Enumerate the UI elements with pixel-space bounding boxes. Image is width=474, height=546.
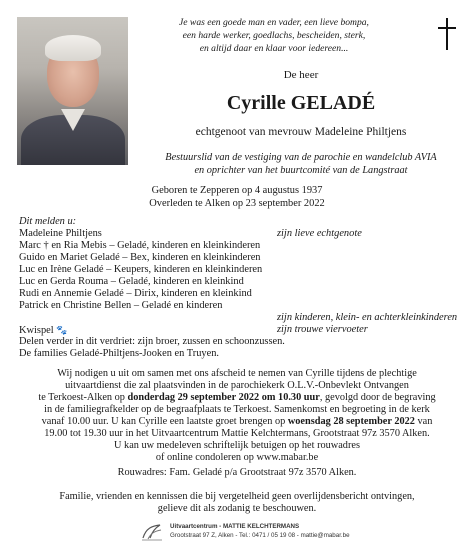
notice-line: in de familiegrafkelder op de begraafplaats te Terkoest. Samenkomst en begroeting in de kerk — [44, 404, 430, 415]
mourner-name: Luc en Gerda Rouma – Geladé, kinderen en kleinkind — [19, 276, 244, 287]
mourner-name: Luc en Irène Geladé – Keupers, kinderen en kleinkinderen — [19, 264, 263, 275]
mourner-name: Madeleine Philtjens — [19, 228, 102, 239]
verse-line: een harde werker, goedlachs, bescheiden, sterk, — [182, 30, 366, 41]
deceased-name: Cyrille GELADÉ — [226, 92, 376, 114]
list-item — [19, 228, 459, 240]
mourners-list — [19, 216, 459, 360]
life-dates — [0, 184, 474, 210]
mourner-name: Marc † en Ria Mebis – Geladé, kinderen en kleinkinderen — [19, 240, 261, 251]
mourner-relation: zijn lieve echtgenote — [277, 228, 362, 239]
verse-line: Je was een goede man en vader, een lieve bompa, — [179, 17, 369, 28]
mourning-address: Rouwadres: Fam. Geladé p/a Grootstraat 97z 3570 Alken. — [117, 467, 357, 478]
list-item — [19, 348, 459, 360]
company-contact: Grootstraat 97 Z, Alken - Tel.: 0471 / 05 19 08 - mattie@mabar.be — [170, 532, 350, 539]
list-item — [19, 300, 459, 312]
mourner-name: Guido en Mariet Geladé – Bex, kinderen en kleinkinderen — [19, 252, 261, 263]
list-item — [19, 288, 459, 300]
closing-note — [0, 491, 474, 515]
notice-text: te Terkoest-Alken op — [38, 392, 128, 403]
birth-line: Geboren te Zepperen op 4 augustus 1937 — [151, 185, 323, 196]
list-item — [19, 264, 459, 276]
notice-text: , gevolgd door de begraving — [319, 392, 436, 403]
spouse-line: echtgenoot van mevrouw Madeleine Philtjens — [195, 126, 407, 138]
notice-line — [0, 416, 474, 428]
verse-line: en altijd daar en klaar voor iedereen... — [199, 43, 349, 54]
mourners-intro: Dit melden u: — [19, 216, 77, 227]
list-item — [19, 312, 459, 324]
salutation: De heer — [283, 69, 319, 81]
mourner-name: Rudi en Annemie Geladé – Dirix, kinderen en kleinkind — [19, 288, 252, 299]
notice-text: vanaf 10.00 uur. U kan Cyrille een laatste groet brengen op — [41, 416, 288, 427]
death-line: Overleden te Alken op 23 september 2022 — [149, 198, 325, 209]
mourner-name: Delen verder in dit verdriet: zijn broer, zussen en schoonzussen. — [19, 336, 285, 347]
closing-line: Familie, vrienden en kennissen die bij vergetelheid geen overlijdensbericht ontvingen, — [59, 491, 415, 502]
notice-line: U kan uw medeleven schriftelijk betuigen op het rouwadres — [114, 440, 360, 451]
visitation-date: woensdag 28 september 2022 — [287, 416, 415, 427]
verse — [130, 16, 418, 55]
bio-line: en oprichter van het buurtcomité van de Langstraat — [194, 165, 408, 176]
funeral-home-footer — [140, 521, 350, 543]
notice-line — [0, 392, 474, 404]
company-name: Uitvaartcentrum - MATTIE KELCHTERMANS — [170, 523, 300, 530]
mourner-name: De families Geladé-Philtjens-Jooken en Truyen. — [19, 348, 219, 359]
funeral-home-logo-icon — [140, 522, 164, 542]
funeral-date: donderdag 29 september 2022 om 10.30 uur — [127, 392, 320, 403]
biography — [128, 151, 474, 177]
notice-line: of online condoleren op www.mabar.be — [155, 452, 319, 463]
notice-line: 19.00 tot 19.30 uur in het Uitvaartcentrum Mattie Kelchtermans, Grootstraat 97z 3570 Alken. — [44, 428, 430, 439]
notice-line: uitvaartdienst die zal plaatsvinden in de parochiekerk O.L.V.-Onbevlekt Ontvangen — [65, 380, 409, 391]
bio-line: Bestuurslid van de vestiging van de parochie en wandelclub AVIA — [165, 152, 437, 163]
footer-text — [170, 522, 350, 540]
list-item — [19, 252, 459, 264]
notice-text: van — [414, 416, 433, 427]
mourner-relation: zijn kinderen, klein- en achterkleinkinderen — [277, 312, 458, 323]
portrait-photo — [17, 17, 128, 165]
cross-icon — [437, 18, 457, 50]
list-item — [19, 240, 459, 252]
list-item — [19, 276, 459, 288]
paw-icon: 🐾 — [56, 325, 68, 335]
mourner-name: Patrick en Christine Bellen – Geladé en kinderen — [19, 300, 223, 311]
mourner-relation: zijn trouwe viervoeter — [277, 324, 368, 335]
list-item — [19, 336, 459, 348]
list-item — [19, 324, 459, 336]
mourner-name: Kwispel — [19, 325, 54, 336]
notice-line: Wij nodigen u uit om samen met ons afscheid te nemen van Cyrille tijdens de plechtige — [57, 368, 417, 379]
funeral-notice — [0, 368, 474, 464]
closing-line: gelieve dit als zodanig te beschouwen. — [157, 503, 317, 514]
